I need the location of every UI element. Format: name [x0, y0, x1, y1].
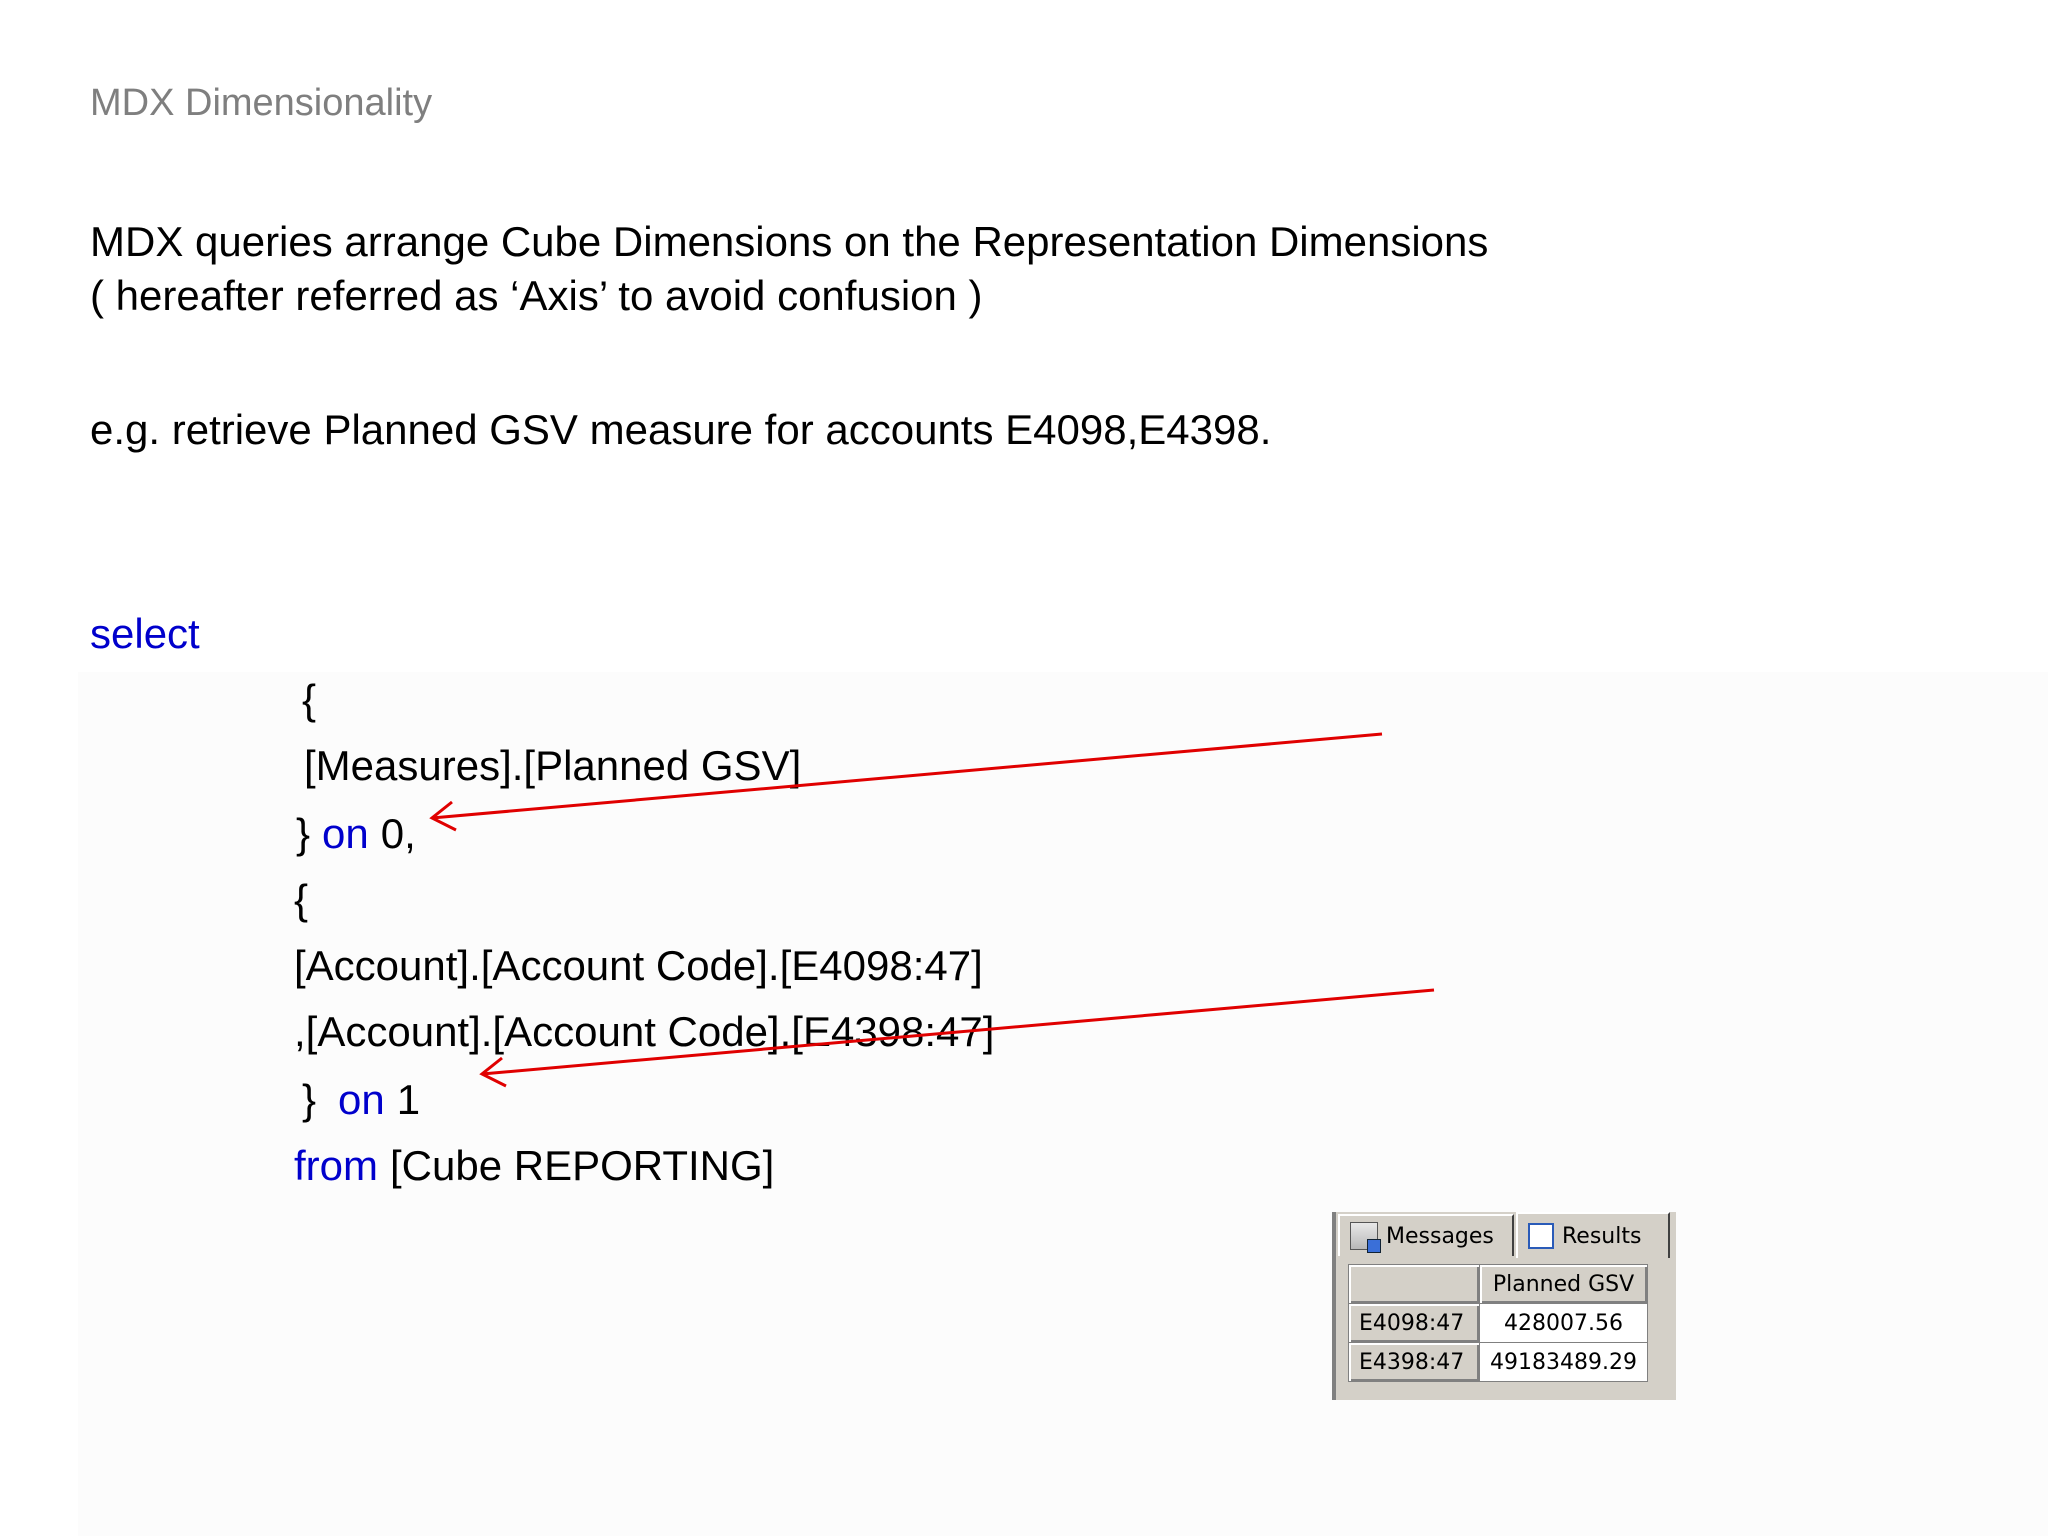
from-line [294, 1142, 774, 1190]
axis-0-line [296, 810, 416, 858]
tab-results-label: Results [1562, 1223, 1642, 1249]
cube-name: [Cube REPORTING] [390, 1142, 775, 1189]
results-grid [1348, 1264, 1648, 1382]
cell-value[interactable]: 428007.56 [1480, 1304, 1648, 1343]
open-brace-axis-0: { [302, 676, 317, 723]
account-member-1: [Account].[Account Code].[E4098:47] [294, 942, 983, 989]
header-row [1349, 1265, 1648, 1304]
select-keyword: select [90, 610, 200, 657]
axis-1-line [302, 1076, 420, 1124]
on-keyword-0: on [322, 810, 369, 857]
on-keyword-1: on [338, 1076, 385, 1123]
cell-value[interactable]: 49183489.29 [1480, 1343, 1648, 1382]
corner-header [1349, 1265, 1480, 1304]
table-row [1349, 1343, 1648, 1382]
row-label[interactable]: E4398:47 [1349, 1343, 1480, 1382]
grid-icon [1528, 1223, 1554, 1249]
row-label[interactable]: E4098:47 [1349, 1304, 1480, 1343]
axis-0-number: 0, [380, 810, 416, 857]
panel-edge [1332, 1212, 1336, 1400]
messages-icon [1350, 1222, 1378, 1250]
intro-line-1: MDX queries arrange Cube Dimensions on the Representation Dimensions [90, 218, 1489, 265]
account-member-2: ,[Account].[Account Code].[E4398:47] [294, 1008, 995, 1055]
close-brace-axis-0: } [296, 810, 311, 857]
slide-title: MDX Dimensionality [90, 82, 433, 124]
axis-1-number: 1 [396, 1076, 421, 1123]
from-keyword: from [294, 1142, 378, 1189]
tab-results[interactable] [1516, 1212, 1670, 1258]
measure-member: [Measures].[Planned GSV] [304, 742, 802, 789]
tab-messages[interactable] [1338, 1214, 1514, 1256]
tab-messages-label: Messages [1386, 1223, 1494, 1249]
column-header-planned-gsv[interactable]: Planned GSV [1480, 1265, 1648, 1304]
close-brace-axis-1: } [302, 1076, 317, 1123]
results-panel [1332, 1212, 1676, 1400]
result-tabs [1338, 1214, 1672, 1258]
table-row [1349, 1304, 1648, 1343]
open-brace-axis-1: { [294, 876, 309, 923]
example-text: e.g. retrieve Planned GSV measure for accounts E4098,E4398. [90, 406, 1272, 453]
intro-line-2: ( hereafter referred as ‘Axis’ to avoid confusion ) [90, 272, 983, 319]
